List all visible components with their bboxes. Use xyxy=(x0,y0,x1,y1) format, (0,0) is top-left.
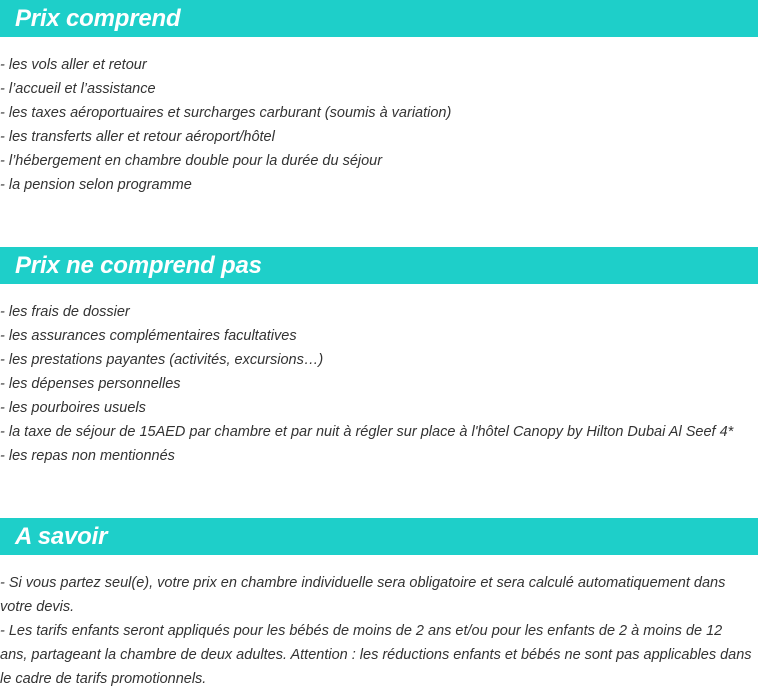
note-paragraph: - Les tarifs enfants seront appliqués pour les bébés de moins de 2 ans et/ou pour les enfants de 2 à moins de 12 ans, partageant la chambre de deux adultes. Attention : les réductions enfants et bébés ne sont pas applicables dans le cadre de tarifs promotionnels. xyxy=(0,623,752,687)
note-paragraph: - Si vous partez seul(e), votre prix en chambre individuelle sera obligatoire et sera calculé automatiquement dans votre devis. xyxy=(0,575,726,615)
list-item: - les repas non mentionnés xyxy=(0,448,175,464)
list-prix-comprend xyxy=(0,53,758,197)
list-item: - les transferts aller et retour aéroport/hôtel xyxy=(0,129,275,145)
list-item: - la pension selon programme xyxy=(0,177,192,193)
list-item: - les assurances complémentaires facultatives xyxy=(0,328,297,344)
list-item: - les vols aller et retour xyxy=(0,57,147,73)
list-item: - l’accueil et l’assistance xyxy=(0,81,156,97)
section-title-a-savoir: A savoir xyxy=(0,518,758,555)
section-title-prix-comprend: Prix comprend xyxy=(0,0,758,37)
list-item: - les taxes aéroportuaires et surcharges carburant (soumis à variation) xyxy=(0,105,452,121)
list-item: - les pourboires usuels xyxy=(0,400,146,416)
list-item: - les dépenses personnelles xyxy=(0,376,181,392)
list-item: - l’hébergement en chambre double pour la durée du séjour xyxy=(0,153,383,169)
list-item: - les prestations payantes (activités, excursions…) xyxy=(0,352,324,368)
list-item: - les frais de dossier xyxy=(0,304,130,320)
list-prix-ne-comprend-pas xyxy=(0,300,758,468)
list-item: - la taxe de séjour de 15AED par chambre et par nuit à régler sur place à l'hôtel Canopy by Hilton Dubai Al Seef 4* xyxy=(0,424,734,440)
a-savoir-notes xyxy=(0,571,752,691)
section-title-prix-ne-comprend-pas: Prix ne comprend pas xyxy=(0,247,758,284)
